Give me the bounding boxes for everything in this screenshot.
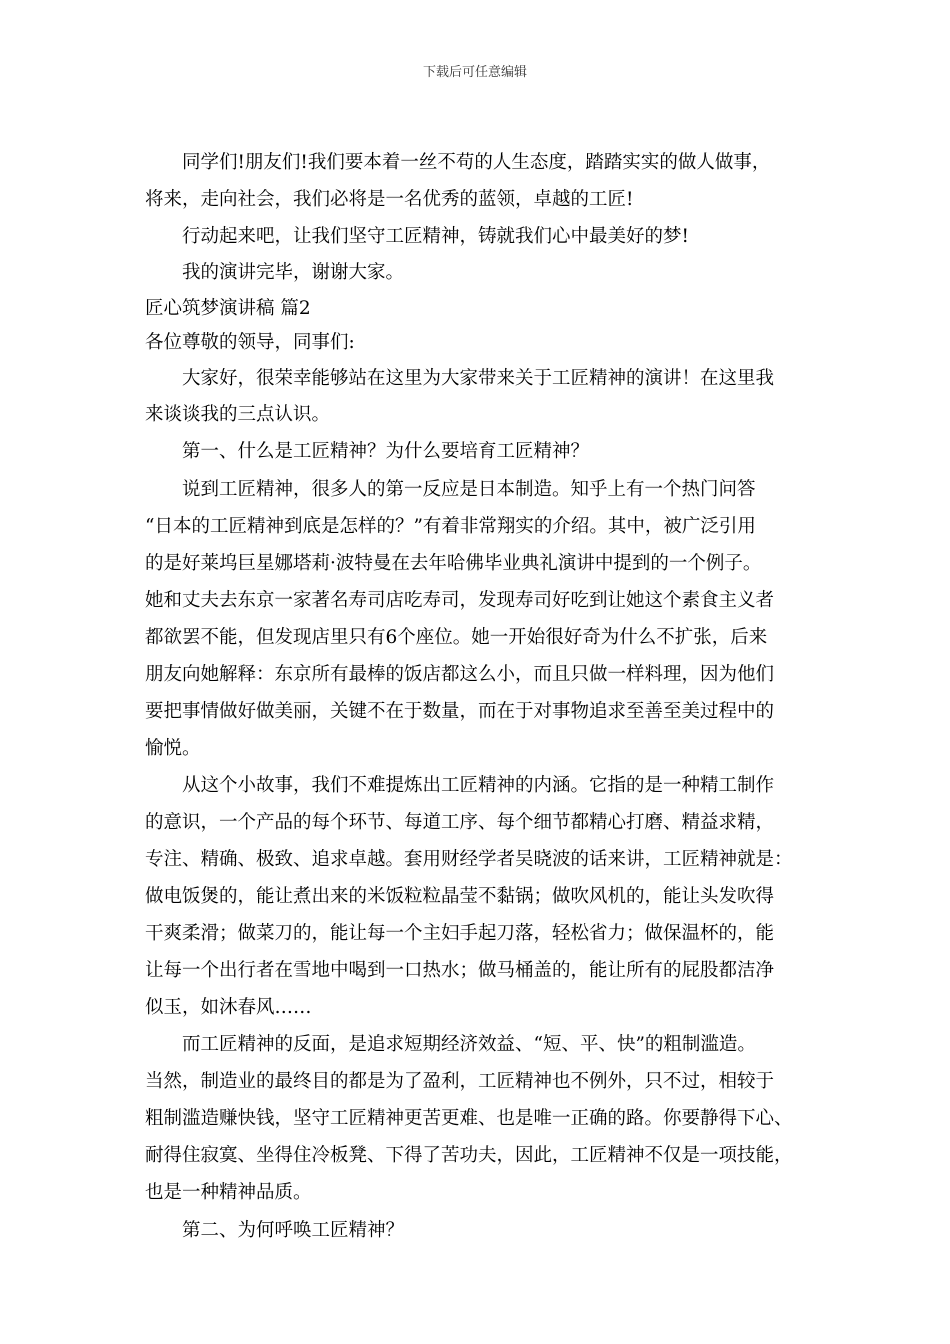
subheading: 第二、为何呼唤工匠精神？ [182,1220,405,1241]
text-line: 粗制滥造赚快钱，坚守工匠精神更苦更难、也是唯一正确的路。你要静得下心、 [145,1108,793,1129]
text-line: 似玉，如沐春风…… [145,997,312,1018]
text-line: 大家好，很荣幸能够站在这里为大家带来关于工匠精神的演讲！在这里我 [182,368,775,389]
section-heading: 匠心筑梦演讲稿 篇2 [145,298,311,319]
text-line: “日本的工匠精神到底是怎样的？”有着非常翔实的介绍。其中，被广泛引用 [145,516,756,537]
text-line: 当然，制造业的最终目的都是为了盈利，工匠精神也不例外，只不过，相较于 [145,1071,775,1092]
text-line: 她和丈夫去东京一家著名寿司店吃寿司，发现寿司好吃到让她这个素食主义者 [145,590,775,611]
salutation: 各位尊敬的领导，同事们: [145,332,355,353]
text-line: 要把事情做好做美丽，关键不在于数量，而在于对事物追求至善至美过程中的 [145,701,775,722]
text-line: 让每一个出行者在雪地中喝到一口热水；做马桶盖的，能让所有的屁股都洁净 [145,960,775,981]
text-line: 说到工匠精神，很多人的第一反应是日本制造。知乎上有一个热门问答 [182,479,756,500]
text-line: 而工匠精神的反面，是追求短期经济效益、“短、平、快”的粗制滥造。 [182,1034,756,1055]
text-line: 我的演讲完毕，谢谢大家。 [182,262,405,283]
text-line: 同学们!朋友们!我们要本着一丝不苟的人生态度，踏踏实实的做人做事， [182,152,771,173]
text-line: 从这个小故事，我们不难提炼出工匠精神的内涵。它指的是一种精工制作 [182,775,775,796]
text-line: 朋友向她解释：东京所有最棒的饭店都这么小，而且只做一样料理，因为他们 [145,664,775,685]
text-line: 专注、精确、极致、追求卓越。套用财经学者吴晓波的话来讲，工匠精神就是： [145,849,793,870]
text-line: 也是一种精神品质。 [145,1182,312,1203]
text-line: 愉悦。 [145,738,201,759]
text-line: 干爽柔滑；做菜刀的，能让每一个主妇手起刀落，轻松省力；做保温杯的，能 [145,923,775,944]
text-line: 耐得住寂寞、坐得住冷板凳、下得了苦功夫，因此，工匠精神不仅是一项技能， [145,1145,793,1166]
text-line: 将来，走向社会，我们必将是一名优秀的蓝领，卓越的工匠! [145,189,634,210]
page-header: 下载后可任意编辑 [422,65,527,80]
text-line: 做电饭煲的，能让煮出来的米饭粒粒晶莹不黏锅；做吹风机的，能让头发吹得 [145,886,775,907]
text-line: 都欲罢不能，但发现店里只有6个座位。她一开始很好奇为什么不扩张，后来 [145,627,768,648]
text-line: 的是好莱坞巨星娜塔莉·波特曼在去年哈佛毕业典礼演讲中提到的一个例子。 [145,553,762,574]
subheading: 第一、什么是工匠精神？为什么要培育工匠精神？ [182,441,590,462]
text-line: 行动起来吧，让我们坚守工匠精神，铸就我们心中最美好的梦! [182,226,689,247]
text-line: 的意识，一个产品的每个环节、每道工序、每个细节都精心打磨、精益求精， [145,812,775,833]
text-line: 来谈谈我的三点认识。 [145,404,331,425]
